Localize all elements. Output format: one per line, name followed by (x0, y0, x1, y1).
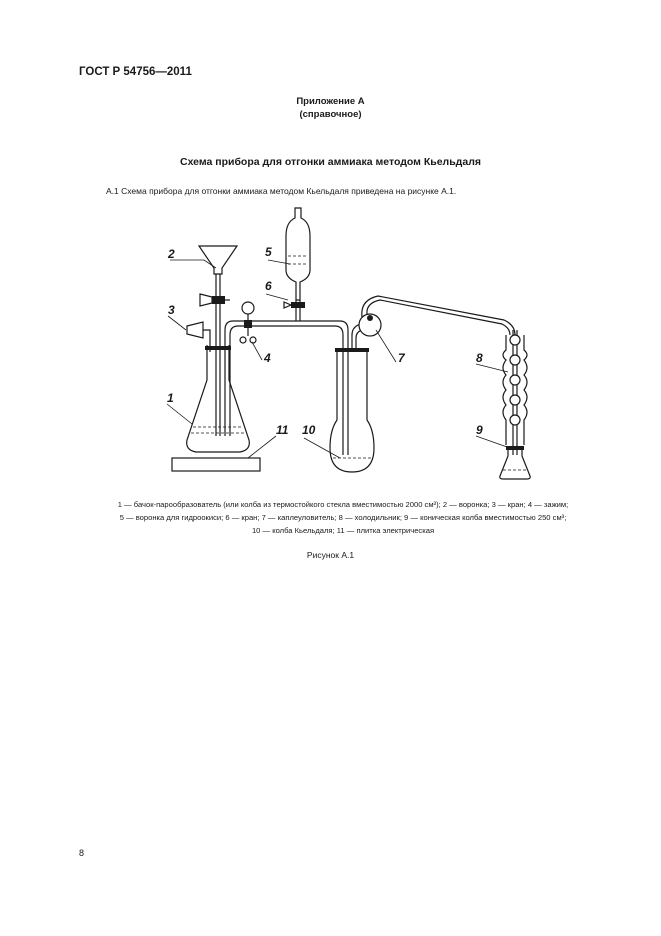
label-8: 8 (476, 351, 483, 365)
label-5: 5 (265, 245, 272, 259)
leader-lines (167, 260, 510, 458)
appendix-title: Приложение А (296, 96, 365, 107)
label-11: 11 (276, 423, 289, 437)
dropping-funnel (284, 208, 310, 321)
label-2: 2 (168, 247, 175, 261)
caption-line-3: 10 — колба Кьельдаля; 11 — плитка электрическая (251, 526, 435, 535)
apparatus-diagram (150, 200, 550, 490)
condenser (503, 330, 527, 455)
appendix-subtitle: (справочное) (299, 109, 362, 120)
label-6: 6 (265, 279, 272, 293)
kjeldahl-flask (330, 325, 374, 472)
label-9: 9 (476, 423, 483, 437)
label-3: 3 (168, 303, 175, 317)
steam-generator-flask (187, 345, 250, 452)
label-4: 4 (264, 351, 271, 365)
clause-text: А.1 Схема прибора для отгонки аммиака методом Кьельдаля приведена на рисунке А.1. (106, 186, 457, 196)
drop-catcher (359, 296, 515, 336)
figure-caption (70, 498, 616, 537)
stopcock (200, 294, 230, 306)
conical-flask (500, 446, 530, 479)
hot-plate (172, 458, 260, 471)
clamp (240, 302, 256, 343)
steam-tube (187, 321, 348, 455)
funnel (199, 246, 237, 436)
page-number: 8 (79, 848, 85, 858)
label-10: 10 (302, 423, 316, 437)
caption-line-1: 1 — бачок-парообразователь (или колба из термостойкого стекла вместимостью 2000 см³); 2 — воронка; 3 — кран; 4 — зажим; (117, 500, 569, 509)
figure-label: Рисунок А.1 (306, 550, 355, 560)
document-id: ГОСТ Р 54756—2011 (79, 66, 192, 78)
caption-line-2: 5 — воронка для гидроокиси; 6 — кран; 7 — каплеуловитель; 8 — холодильник; 9 — коническая колба вместимостью 250 см³; (119, 513, 567, 522)
label-7: 7 (398, 351, 405, 365)
section-heading: Схема прибора для отгонки аммиака методом Кьельдаля (179, 156, 481, 168)
label-1: 1 (167, 391, 174, 405)
